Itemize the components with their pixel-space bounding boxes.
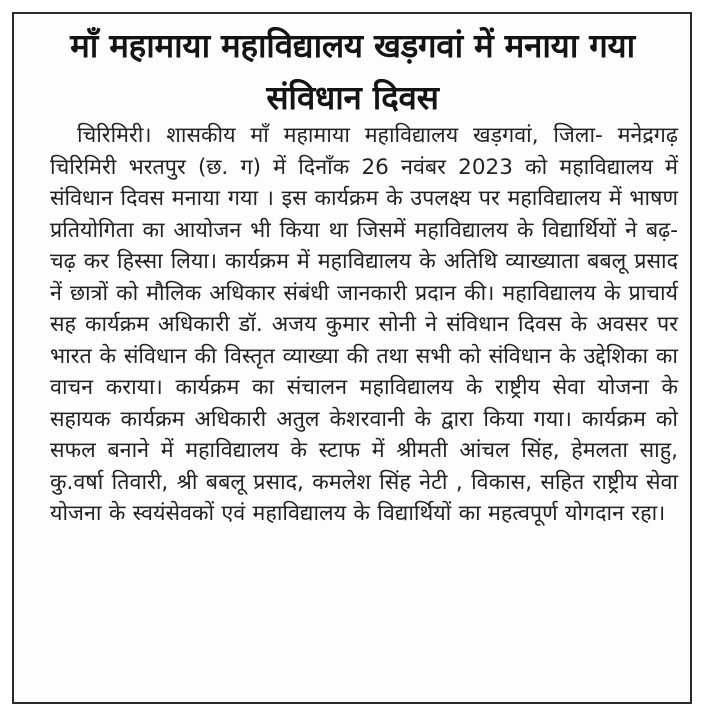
article-body: चिरिमिरी। शासकीय माँ महामाया महाविद्यालय खड़गवां, जिला- मनेद्रगढ़ चिरिमिरी भरतपुर (छ. ग) में दिनाँक 26 नवंबर 2023 को महाविद्यालय में संविधान दिवस मनाया गया । इस कार्यक्रम के उपलक्ष्य पर महाविद्यालय में भाषण प्रतियोगिता का आयोजन भी किया था जिसमें महाविद्यालय के विद्यार्थियों ने बढ़- चढ़ कर हिस्सा लिया। कार्यक्रम में महाविद्यालय के अतिथि व्याख्याता बबलू प्रसाद नें छात्रों को मौलिक अधिकार संबंधी जानकारी प्रदान की। महाविद्यालय के प्राचार्य सह कार्यक्रम अधिकारी डॉ. अजय कुमार सोनी ने संविधान दिवस के अवसर पर भारत के संविधान की विस्तृत व्याख्या की तथा सभी को संविधान के उद्देशिका का वाचन कराया। कार्यक्रम का संचालन महाविद्यालय के राष्ट्रीय सेवा योजना के सहायक कार्यक्रम अधिकारी अतुल केशरवानी के द्वारा किया गया। कार्यक्रम को सफल बनाने में महाविद्यालय के स्टाफ में श्रीमती आंचल सिंह, हेमलता साहु, कु.वर्षा तिवारी, श्री बबलू प्रसाद, कमलेश सिंह नेटी , विकास, सहित राष्ट्रीय सेवा योजना के स्वयंसेवकों एवं महाविद्यालय के विद्यार्थियों का महत्वपूर्ण योगदान रहा। bbox=[50, 123, 678, 526]
article-headline: माँ महामाया महाविद्यालय खड़गवां में मनाया गया संविधान दिवस bbox=[70, 26, 635, 117]
